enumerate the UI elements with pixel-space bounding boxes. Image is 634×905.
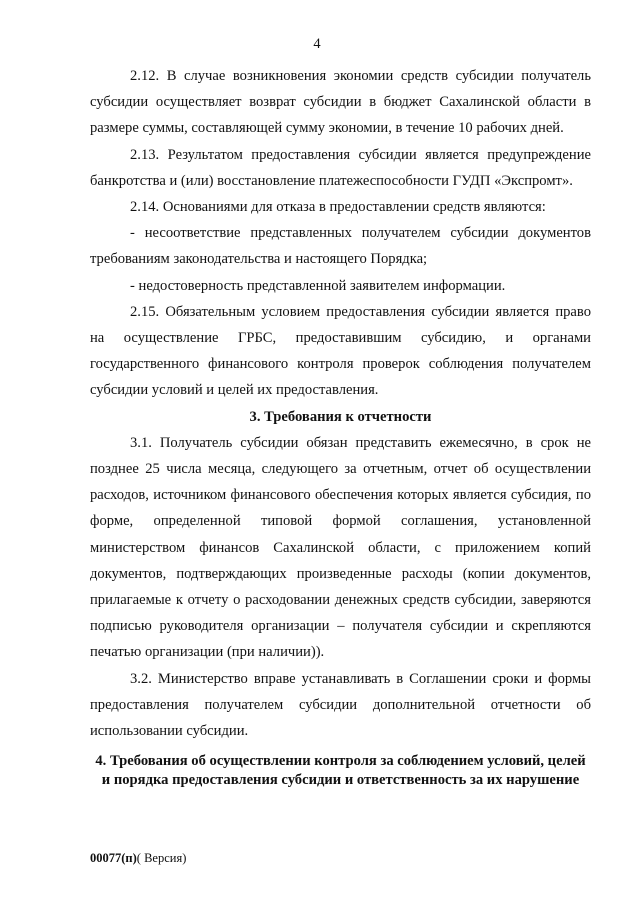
paragraph-2-15: 2.15. Обязательным условием предоставления субсидии является право на осуществление ГРБС, предоставившим субсидию, и органами государственного финансового контроля проверок соблюдения получателем субсидии условий и целей их предоставления. bbox=[90, 303, 591, 399]
document-footer bbox=[90, 851, 186, 866]
paragraph-3-2: 3.2. Министерство вправе устанавливать в Соглашении сроки и формы предоставления получателем субсидии дополнительной отчетности об использовании субсидии. bbox=[90, 670, 591, 740]
document-version: ( Версия) bbox=[136, 851, 187, 865]
page-number: 4 bbox=[313, 36, 321, 52]
paragraph-2-14-item-2: - недостоверность представленной заявителем информации. bbox=[130, 277, 506, 294]
section-4-heading: 4. Требования об осуществлении контроля за соблюдением условий, целей и порядка предоставления субсидии и ответственность за их нарушение bbox=[95, 753, 586, 789]
paragraph-2-14: 2.14. Основаниями для отказа в предоставлении средств являются: bbox=[130, 199, 546, 216]
paragraph-3-1: 3.1. Получатель субсидии обязан представить ежемесячно, в срок не позднее 25 числа месяца, следующего за отчетным, отчет об осуществлении расходов, источником финансового обеспечения которых является субсидия, по форме, определенной типовой формой соглашения, установленной министерством финансов Сахалинской области, с приложением копий документов, подтверждающих произведенные расходы (копии документов, прилагаемые к отчету о расходовании денежных средств субсидии, заверяются подписью руководителя организации – получателя субсидии и скрепляются печатью организации (при наличии)). bbox=[90, 434, 591, 661]
paragraph-2-12: 2.12. В случае возникновения экономии средств субсидии получатель субсидии осуществляет возврат субсидии в бюджет Сахалинской области в размере суммы, составляющей сумму экономии, в течение 10 рабочих дней. bbox=[90, 68, 591, 137]
section-3-heading: 3. Требования к отчетности bbox=[249, 408, 432, 425]
document-body bbox=[90, 63, 591, 790]
paragraph-2-14-item-1: - несоответствие представленных получателем субсидии документов требованиям законодательства и настоящего Порядка; bbox=[90, 225, 591, 268]
paragraph-2-13: 2.13. Результатом предоставления субсидии является предупреждение банкротства и (или) восстановление платежеспособности ГУДП «Экспромт». bbox=[90, 146, 591, 189]
document-code: 00077(п) bbox=[90, 851, 137, 865]
